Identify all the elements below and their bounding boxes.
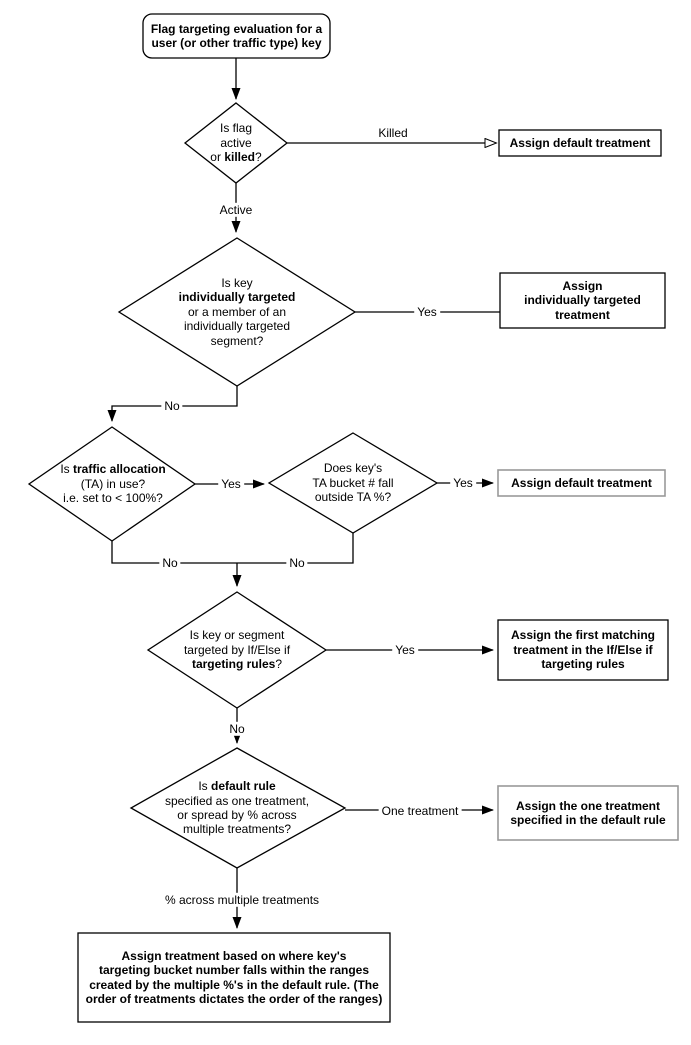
decision-targeting-rules-label: Is key or segment targeted by If/Else if targeting rules? [183,628,291,672]
edge-label-one-treatment: One treatment [379,804,462,818]
edge-label-yes-individual: Yes [414,305,440,319]
edge-label-percent-split: % across multiple treatments [162,893,322,907]
edge-label-no-individual: No [161,399,182,413]
start-node-label: Flag targeting evaluation for a user (or other traffic type) key [150,21,323,50]
edge-label-yes-bucket: Yes [450,476,476,490]
edge-label-active: Active [217,203,256,217]
edge-label-no-bucket: No [286,556,307,570]
decision-traffic-allocation-label: Is traffic allocation (TA) in use? i.e. set to < 100%? [60,462,166,506]
result-default-treatment-killed-label: Assign default treatment [509,135,651,150]
result-percent-ranges-label: Assign treatment based on where key's targeting bucket number falls within the ranges created by the multiple %'s in the default rule. (The order of treatments dictates the order of the ranges) [85,948,383,1006]
edge-label-no-ta: No [159,556,180,570]
result-default-treatment-ta-label: Assign default treatment [511,475,652,490]
decision-individually-targeted-label: Is key individually targeted or a member of an individually targeted segment? [178,276,296,348]
edge-label-no-rules: No [226,722,247,736]
decision-ta-bucket-label: Does key's TA bucket # fall outside TA %? [312,461,394,505]
decision-default-rule-label: Is default rule specified as one treatment, or spread by % across multiple treatments? [164,779,310,837]
edge-label-yes-rules: Yes [392,643,418,657]
result-one-treatment-label: Assign the one treatment specified in the default rule [510,798,666,827]
result-first-matching-label: Assign the first matching treatment in the If/Else if targeting rules [510,628,656,672]
decision-flag-active-label: Is flag active or killed? [210,121,262,165]
edge-label-yes-ta: Yes [218,477,244,491]
result-individually-targeted-label: Assign individually targeted treatment [524,278,641,322]
edge-label-killed: Killed [375,126,410,140]
